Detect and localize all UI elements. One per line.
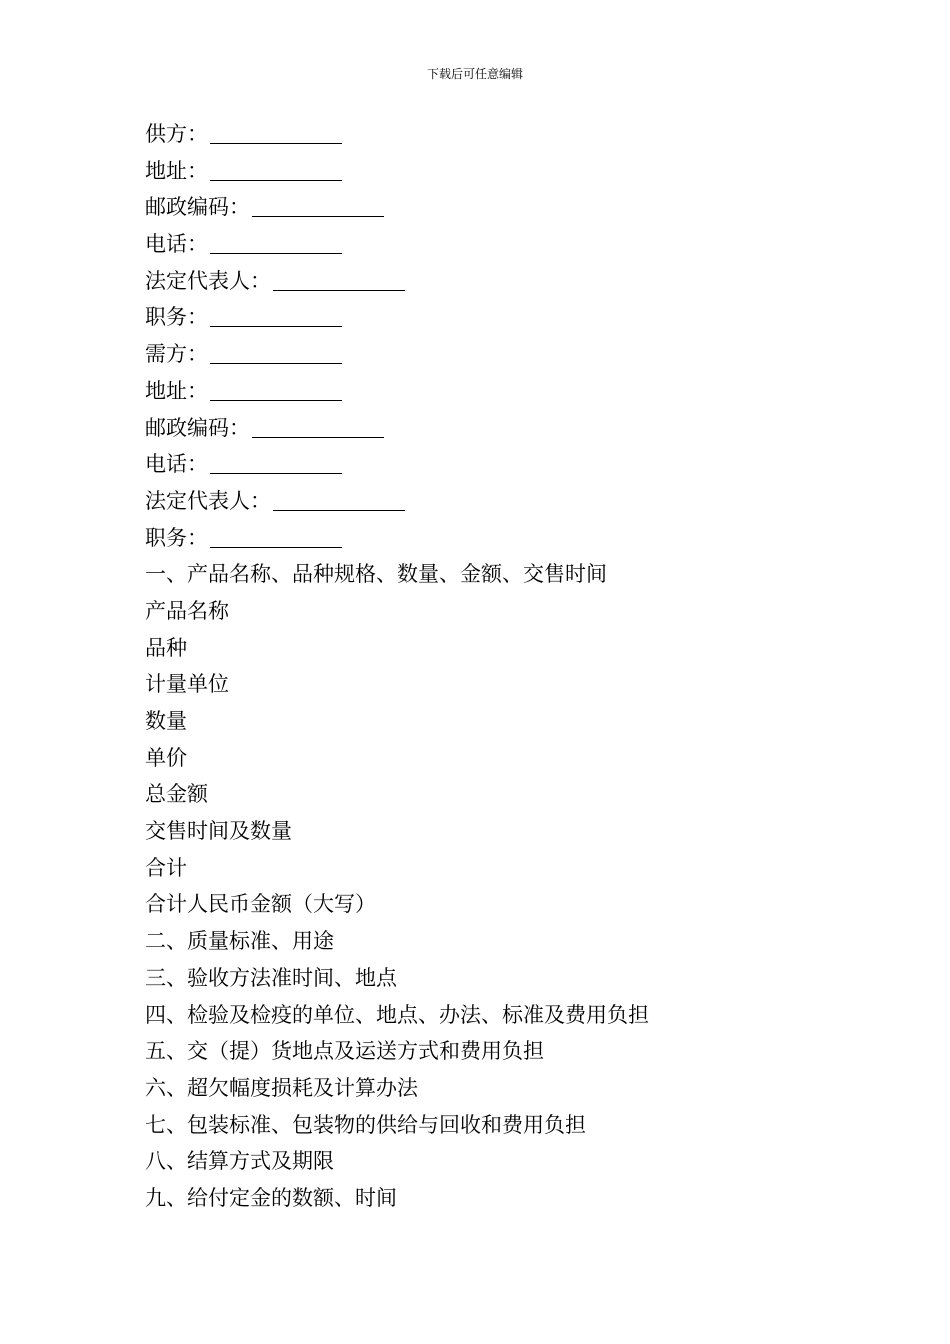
buyer-representative-line [145,483,845,520]
clause-item: 产品名称 [145,598,229,623]
supplier-position-line [145,299,845,336]
field-label: 职务： [145,305,208,330]
buyer-line [145,336,845,373]
clause-item: 品种 [145,635,187,660]
fill-blank [273,270,405,291]
field-label: 法定代表人： [145,488,271,513]
fill-blank [210,527,342,548]
fill-blank [252,196,384,217]
fill-blank [210,380,342,401]
buyer-position-line [145,520,845,557]
clause-item: 计量单位 [145,672,229,697]
field-label: 需方： [145,342,208,367]
clause-item: 合计人民币金额（大写） [145,892,376,917]
field-label: 电话： [145,232,208,257]
clause-heading: 八、结算方式及期限 [145,1149,334,1174]
field-label: 职务： [145,525,208,550]
field-label: 邮政编码： [145,195,250,220]
supplier-representative-line [145,263,845,300]
clause-heading: 七、包装标准、包装物的供给与回收和费用负担 [145,1112,586,1137]
clause-heading: 二、质量标准、用途 [145,929,334,954]
clause-item: 交售时间及数量 [145,819,292,844]
fill-blank [210,306,342,327]
contract-body [145,116,845,1217]
clause-heading: 一、产品名称、品种规格、数量、金额、交售时间 [145,562,607,587]
fill-blank [210,343,342,364]
fill-blank [210,453,342,474]
clause-item: 数量 [145,709,187,733]
buyer-address-line [145,373,845,410]
field-label: 供方： [145,122,208,146]
clause-item: 单价 [145,745,187,770]
fill-blank [252,417,384,438]
field-label: 地址： [145,378,208,403]
clause-item: 合计 [145,855,187,880]
buyer-phone-line [145,446,845,483]
clause-heading: 九、给付定金的数额、时间 [145,1185,397,1210]
supplier-postcode-line [145,189,845,226]
clause-heading: 三、验收方法准时间、地点 [145,965,397,990]
field-label: 法定代表人： [145,268,271,293]
supplier-phone-line [145,226,845,263]
clause-heading: 六、超欠幅度损耗及计算办法 [145,1075,418,1100]
clause-item: 总金额 [145,782,208,807]
field-label: 电话： [145,452,208,477]
supplier-address-line [145,153,845,190]
field-label: 邮政编码： [145,415,250,440]
fill-blank [210,123,342,144]
header-note: 下载后可任意编辑 [426,67,523,81]
supplier-line [145,116,845,153]
clause-heading: 五、交（提）货地点及运送方式和费用负担 [145,1039,544,1064]
buyer-postcode-line [145,410,845,447]
clause-heading: 四、检验及检疫的单位、地点、办法、标准及费用负担 [145,1002,649,1027]
field-label: 地址： [145,158,208,183]
fill-blank [273,490,405,511]
fill-blank [210,160,342,181]
fill-blank [210,233,342,254]
